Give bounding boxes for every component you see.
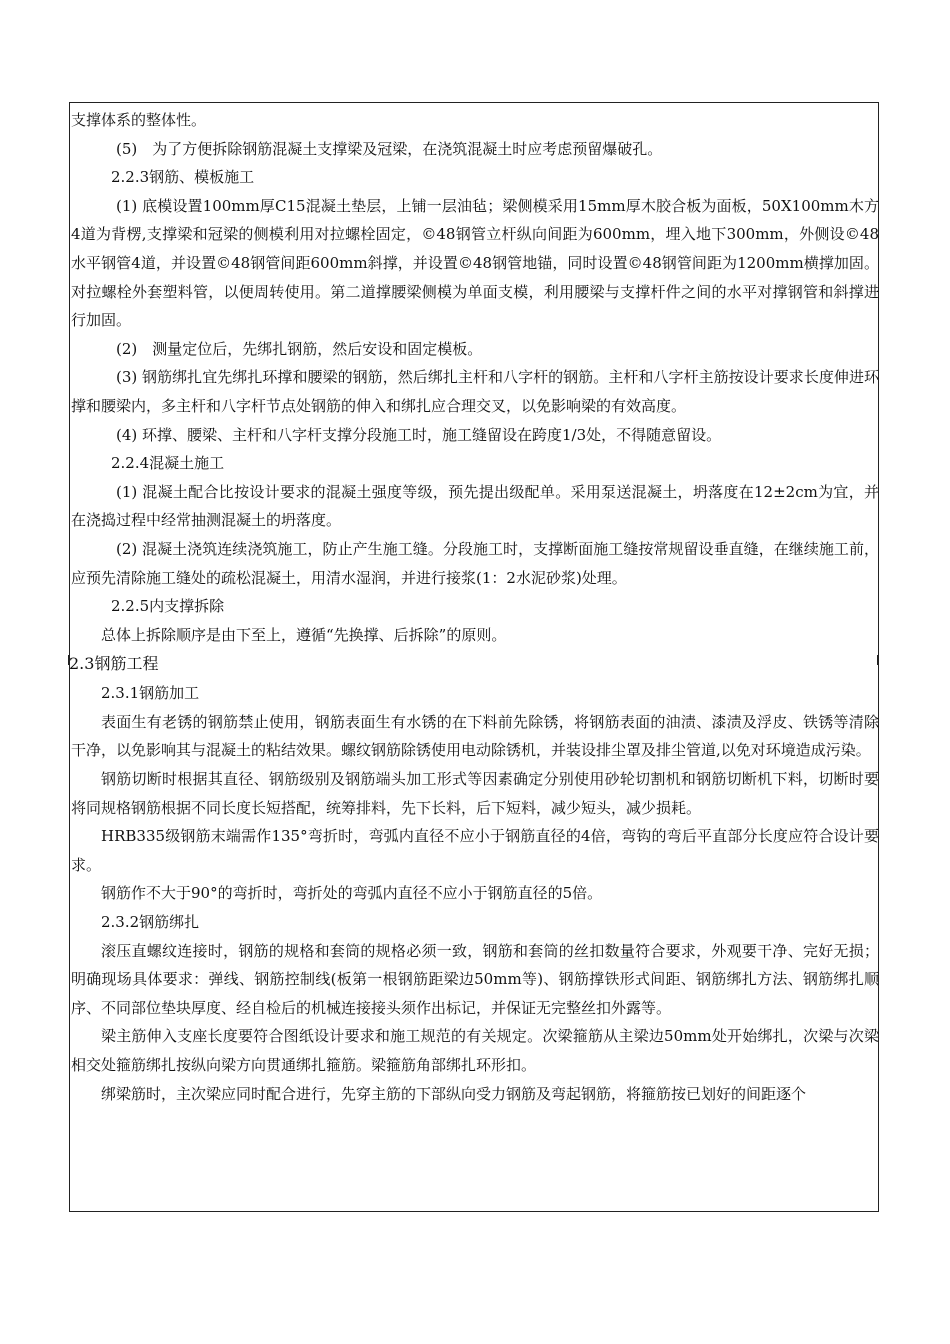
paragraph: 钢筋作不大于90°的弯折时，弯折处的弯弧内直径不应小于钢筋直径的5倍。 (101, 884, 603, 903)
paragraph: (5) 为了方便拆除钢筋混凝土支撑梁及冠梁，在浇筑混凝土时应考虑预留爆破孔。 (116, 139, 663, 158)
section-heading-2-3-1: 2.3.1钢筋加工 (101, 684, 200, 703)
section-heading-2-3: 2.3钢筋工程 (69, 654, 159, 674)
paragraph: 支撑体系的整体性。 (71, 111, 207, 129)
section-heading-2-2-3: 2.2.3钢筋、模板施工 (111, 168, 255, 187)
paragraph: 表面生有老锈的钢筋禁止使用，钢筋表面生有水锈的在下料前先除锈，将钢筋表面的油渍、漆渍及浮皮、铁锈等清除干净，以免影响其与混凝土的粘结效果。螺纹钢筋除锈使用电动除锈机，并装设排尘罩及排尘管道,以免对环境造成污染。 (71, 712, 879, 760)
section-heading-2-2-4: 2.2.4混凝土施工 (111, 454, 225, 473)
paragraph: (2) 测量定位后，先绑扎钢筋，然后安设和固定模板。 (116, 339, 483, 358)
document-body (71, 106, 879, 1108)
paragraph: (1) 底模设置100mm厚C15混凝土垫层，上铺一层油毡；梁侧模采用15mm厚木胶合板为面板，50X100mm木方4道为背楞,支撑梁和冠梁的侧模利用对拉螺栓固定，©48钢管立杆纵向间距为600mm，埋入地下300mm，外侧设©48水平钢管4道，并设置©48钢管间距600mm斜撑，并设置©48钢管地锚，同时设置©48钢管间距为1200mm横撑加固。对拉螺栓外套塑料管，以便周转使用。第二道撑腰梁侧模为单面支模，利用腰梁与支撑杆件之间的水平对撑钢管和斜撑进行加固。 (71, 196, 879, 330)
paragraph: 梁主筋伸入支座长度要符合图纸设计要求和施工规范的有关规定。次梁箍筋从主梁边50mm处开始绑扎，次梁与次梁相交处箍筋绑扎按纵向梁方向贯通绑扎箍筋。梁箍筋角部绑扎环形扣。 (71, 1027, 879, 1074)
paragraph: 滚压直螺纹连接时，钢筋的规格和套筒的规格必须一致，钢筋和套筒的丝扣数量符合要求，外观要干净、完好无损；明确现场具体要求：弹线、钢筋控制线(板第一根钢筋距梁边50mm等)、钢筋撑铁形式间距、钢筋绑扎方法、钢筋绑扎顺序、不同部位垫块厚度、经自检后的机械连接接头须作出标记，并保证无完整丝扣外露等。 (71, 941, 879, 1017)
paragraph: 钢筋切断时根据其直径、钢筋级别及钢筋端头加工形式等因素确定分别使用砂轮切割机和钢筋切断机下料，切断时要将同规格钢筋根据不同长度长短搭配，统筹排料，先下长料，后下短料，减少短头，减少损耗。 (71, 770, 879, 817)
paragraph: 绑梁筋时，主次梁应同时配合进行，先穿主筋的下部纵向受力钢筋及弯起钢筋，将箍筋按已划好的间距逐个 (101, 1084, 807, 1103)
section-heading-2-3-2: 2.3.2钢筋绑扎 (101, 913, 200, 932)
paragraph: HRB335级钢筋末端需作135°弯折时，弯弧内直径不应小于钢筋直径的4倍，弯钩的弯后平直部分长度应符合设计要求。 (71, 827, 879, 874)
section-heading-2-2-5: 2.2.5内支撑拆除 (111, 597, 225, 616)
paragraph: (2) 混凝土浇筑连续浇筑施工，防止产生施工缝。分段施工时，支撑断面施工缝按常规留设垂直缝，在继续施工前，应预先清除施工缝处的疏松混凝土，用清水湿润，并进行接浆(1：2水泥砂浆)处理。 (71, 539, 879, 587)
paragraph: (1) 混凝土配合比按设计要求的混凝土强度等级，预先提出级配单。采用泵送混凝土，坍落度在12±2cm为宜，并在浇捣过程中经常抽测混凝土的坍落度。 (71, 482, 879, 530)
paragraph: (4) 环撑、腰梁、主杆和八字杆支撑分段施工时，施工缝留设在跨度1/3处，不得随意留设。 (116, 425, 722, 444)
paragraph: 总体上拆除顺序是由下至上，遵循“先换撑、后拆除”的原则。 (101, 625, 507, 644)
paragraph: (3) 钢筋绑扎宜先绑扎环撑和腰梁的钢筋，然后绑扎主杆和八字杆的钢筋。主杆和八字杆主筋按设计要求长度伸进环撑和腰梁内，多主杆和八字杆节点处钢筋的伸入和绑扎应合理交叉，以免影响梁的有效高度。 (71, 368, 879, 415)
